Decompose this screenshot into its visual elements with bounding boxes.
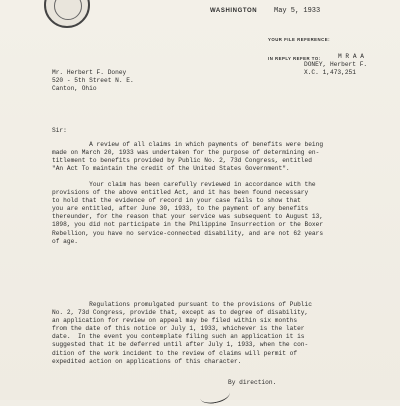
paragraph-line: titlement to benefits provided by Public No. 2, 73d Congress, entitled [52, 157, 312, 165]
letter-date: May 5, 1933 [274, 7, 321, 15]
addressee-city: Canton, Ohio [52, 85, 97, 92]
paragraph-2 [52, 181, 372, 246]
in-reply-refer-label: IN REPLY REFER TO: [268, 56, 321, 61]
salutation: Sir: [52, 127, 67, 134]
paragraph-line: from the date of this notice or July 1, 1933, whichever is the later [52, 325, 305, 333]
paragraph-line: thereunder, for the reason that your service was subsequent to August 13, [52, 213, 324, 221]
paragraph-line: Your claim has been carefully reviewed in accordance with the [52, 181, 316, 188]
paragraph-line: expedited action on applications of this character. [52, 357, 242, 365]
paragraph-line: made on March 20, 1933 was undertaken for the purpose of determining en- [52, 149, 320, 157]
reference-code: M R A A [338, 53, 364, 60]
paragraph-3 [52, 301, 372, 366]
paragraph-line: Rebellion, you have no service-connected disability, and are not 62 years [52, 229, 324, 237]
paragraph-line: Regulations promulgated pursuant to the provisions of Public [52, 301, 312, 308]
paragraph-line: 1898, you did not participate in the Philippine Insurrection or the Boxer [52, 221, 324, 229]
seal-logo [44, 0, 90, 28]
paragraph-line: you are entitled, after June 30, 1933, to the payment of any benefits [52, 205, 309, 213]
paragraph-line: A review of all claims in which payments of benefits were being [52, 141, 324, 148]
paragraph-line: date. In the event you contemplate filing such an application it is [52, 333, 305, 341]
paragraph-line: of age. [52, 237, 78, 245]
signature-mark [199, 385, 231, 406]
addressee-name: Mr. Herbert F. Doney [52, 69, 127, 76]
addressee-street: 520 - 5th Street N. E. [52, 77, 134, 84]
letterhead-city: WASHINGTON [210, 8, 258, 14]
paragraph-line: an application for review on appeal may be filed within six months [52, 317, 298, 325]
closing-text: By direction. [228, 379, 277, 386]
paragraph-line: suggested that it be deferred until after July 1, 1933, when the con- [52, 341, 309, 349]
your-file-reference-label: YOUR FILE REFERENCE: [268, 37, 331, 42]
reference-number: X.C. 1,473,251 [304, 69, 356, 76]
paragraph-line: dition of the work incident to the review of claims will permit of [52, 349, 298, 357]
paragraph-line: No. 2, 73d Congress, provide that, except as to degree of disability, [52, 309, 309, 317]
paragraph-1 [52, 141, 372, 173]
paragraph-line: provisions of the above entitled Act, and it has been found necessary [52, 189, 309, 197]
reference-name: DONEY, Herbert F. [304, 61, 368, 68]
paragraph-line: to hold that the evidence of record in your case fails to show that [52, 197, 301, 205]
paragraph-line: "An Act To maintain the credit of the United States Government". [52, 165, 290, 173]
